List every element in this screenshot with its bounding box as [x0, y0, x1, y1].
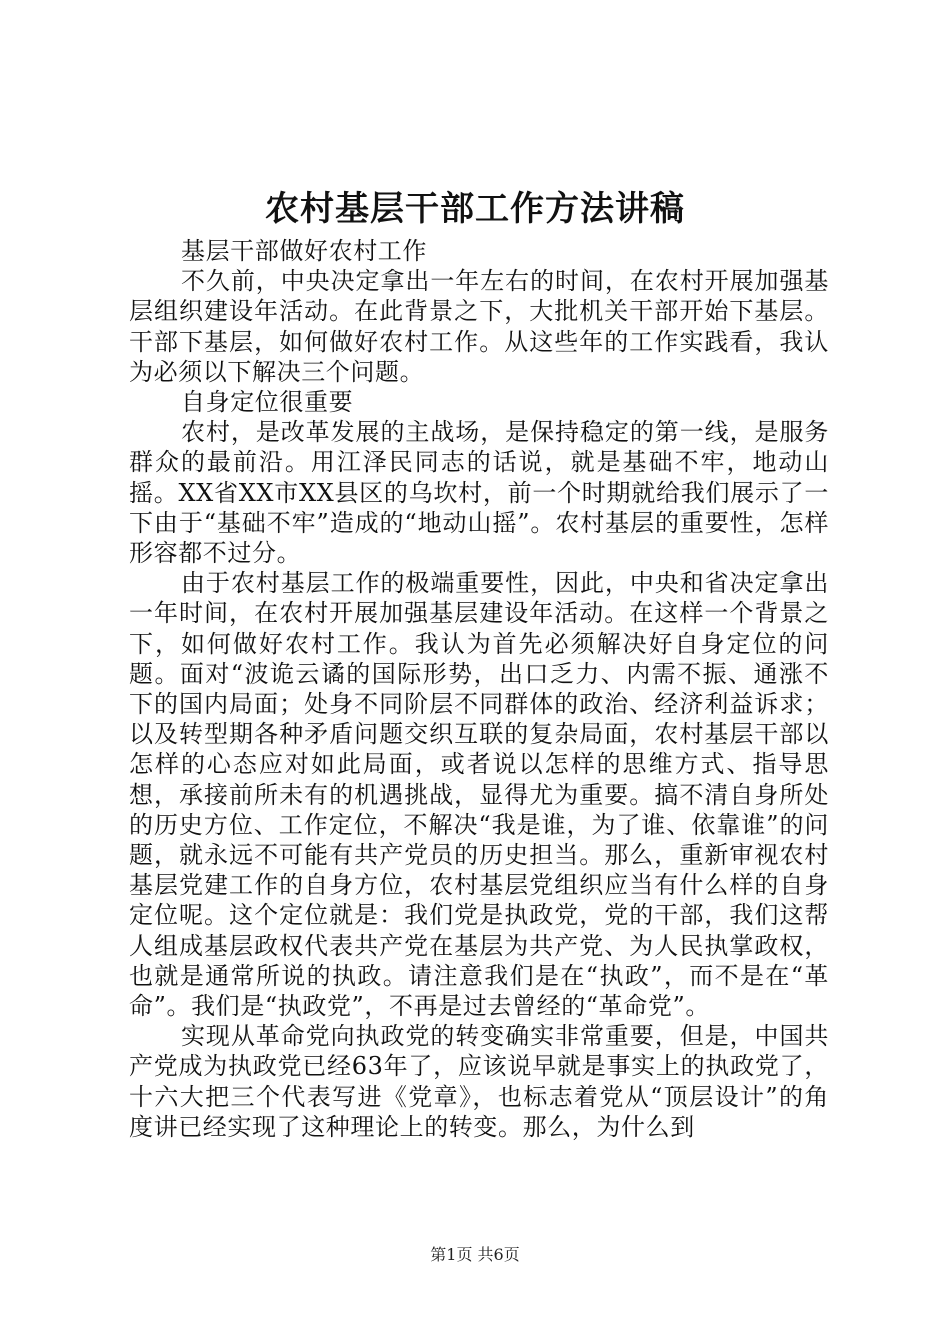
body-paragraph: 由于农村基层工作的极端重要性，因此，中央和省决定拿出一年时间，在农村开展加强基层建设年活动。在这样一个背景之下，如何做好农村工作。我认为首先必须解决好自身定位的问题。面对“波诡云谲的国际形势，出口乏力、内需不振、通涨不下的国内局面；处身不同阶层不同群体的政治、经济利益诉求；以及转型期各种矛盾问题交织互联的复杂局面，农村基层干部以怎样的心态应对如此局面，或者说以怎样的思维方式、指导思想，承接前所未有的机遇挑战，显得尤为重要。搞不清自身所处的历史方位、工作定位，不解决“我是谁，为了谁、依靠谁”的问题，就永远不可能有共产党员的历史担当。那么，重新审视农村基层党建工作的自身方位，农村基层党组织应当有什么样的自身定位呢。这个定位就是：我们党是执政党，党的干部，我们这帮人组成基层政权代表共产党在基层为共产党、为人民执掌政权，也就是通常所说的执政。请注意我们是在“执政”，而不是在“革命”。我们是“执政党”，不再是过去曾经的“革命党”。 — [129, 569, 829, 1021]
body-paragraph: 实现从革命党向执政党的转变确实非常重要，但是，中国共产党成为执政党已经63年了，应该说早就是事实上的执政党了，十六大把三个代表写进《党章》，也标志着党从“顶层设计”的角度讲已经实现了这种理论上的转变。那么，为什么到 — [129, 1022, 829, 1141]
document-body — [129, 236, 829, 1142]
section-heading: 自身定位很重要 — [181, 388, 354, 417]
page-footer: 第1页 共6页 — [430, 1245, 520, 1264]
document-title: 农村基层干部工作方法讲稿 — [265, 189, 685, 229]
body-paragraph: 农村，是改革发展的主战场，是保持稳定的第一线，是服务群众的最前沿。用江泽民同志的话说，就是基础不牢，地动山摇。XX省XX市XX县区的乌坎村，前一个时期就给我们展示了一下由于“基础不牢”造成的“地动山摇”。农村基层的重要性，怎样形容都不过分。 — [129, 418, 829, 568]
body-paragraph: 不久前，中央决定拿出一年左右的时间，在农村开展加强基层组织建设年活动。在此背景之下，大批机关干部开始下基层。干部下基层，如何做好农村工作。从这些年的工作实践看，我认为必须以下解决三个问题。 — [129, 267, 829, 386]
section-heading: 基层干部做好农村工作 — [181, 237, 427, 265]
